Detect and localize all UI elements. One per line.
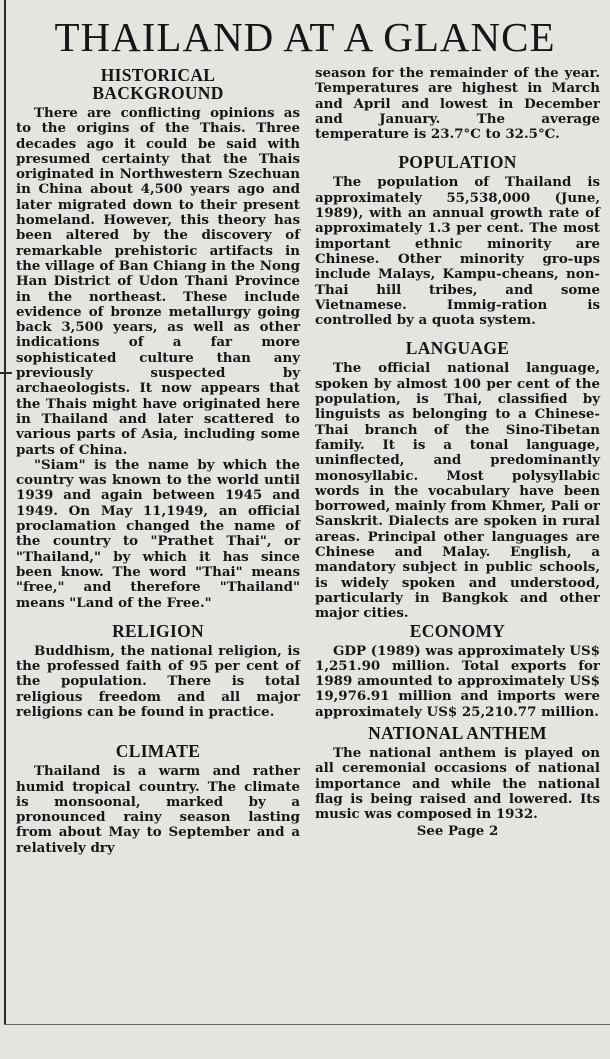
population-heading: POPULATION bbox=[398, 152, 517, 173]
historical-paragraph-1: There are conflicting opinions as to the origins of the Thais. Three decades ago it could be said with presumed certainty that the Thais originated in Northwestern Szechuan in China about 4,500 years ago and later migrated down to their present homeland. However, this theory has been altered by the discovery of remarkable prehistoric artifacts in the village of Ban Chiang in the Nong Han District of Udon Thani Province in the northeast. These include evidence of bronze metallurgy going back 3,500 years, as well as other indications of a far more sophisticated culture than any previously suspected by archaeologists. It now appears that the Thais might have originated here in Thailand and later scattered to various parts of Asia, including some parts of China. bbox=[16, 105, 300, 458]
population-paragraph: The population of Thailand is approximately 55,538,000 (June, 1989), with an annual growth rate of approximately 1.3 per cent. The most important ethnic minority are Chinese. Other minority gro-ups include Malays, Kampu-cheans, non-Thai hill tribes, and some Vietnamese. Immig-ration is controlled by a quota system. bbox=[315, 174, 600, 329]
religion-heading: RELIGION bbox=[112, 620, 204, 641]
section-economy bbox=[315, 622, 600, 720]
left-column bbox=[16, 66, 300, 856]
right-column bbox=[315, 66, 600, 840]
climate-paragraph-left: Thailand is a warm and rather humid tropical country. The climate is monsoonal, marked by a pronounced rainy season lasting from about May to September and a relatively dry bbox=[16, 763, 300, 856]
rule-tick bbox=[0, 372, 12, 374]
historical-heading-line1: HISTORICAL bbox=[100, 65, 216, 85]
section-language bbox=[315, 339, 600, 621]
anthem-paragraph: The national anthem is played on all ceremonial occasions of national importance and while the national flag is being raised and lowered. Its music was composed in 1932. bbox=[315, 744, 600, 823]
section-population bbox=[315, 153, 600, 328]
language-paragraph: The official national language, spoken by almost 100 per cent of the population, is Thai, classified by linguists as belonging to a Chinese-Thai branch of the Sino-Tibetan family. It is a tonal language, uninflected, and predominantly monosyllabic. Most polysyllabic words in the vocabulary have been borrowed, mainly from Khmer, Pali or Sanskrit. Dialects are spoken in rural areas. Principal other languages are Chinese and Malay. English, a mandatory subject in public schools, is widely spoken and understood, particularly in Bangkok and other major cities. bbox=[315, 360, 600, 622]
section-anthem bbox=[315, 724, 600, 822]
see-page-reference: See Page 2 bbox=[416, 823, 499, 840]
column-rule bbox=[4, 0, 6, 1025]
bottom-rule bbox=[4, 1024, 610, 1025]
language-heading: LANGUAGE bbox=[405, 338, 510, 359]
economy-paragraph: GDP (1989) was approximately US$ 1,251.90 million. Total exports for 1989 amounted to approximately US$ 19,976.91 million and imports were approximately US$ 25,210.77 million. bbox=[315, 642, 600, 720]
historical-heading-line2: BACKGROUND bbox=[92, 83, 224, 103]
religion-paragraph: Buddhism, the national religion, is the professed faith of 95 per cent of the population. There is total religious freedom and all major religions can be found in practice. bbox=[16, 642, 300, 720]
page-title: THAILAND AT A GLANCE bbox=[54, 14, 556, 60]
anthem-heading: NATIONAL ANTHEM bbox=[368, 722, 547, 743]
economy-heading: ECONOMY bbox=[409, 620, 506, 641]
section-climate bbox=[16, 742, 300, 856]
climate-heading: CLIMATE bbox=[115, 741, 201, 762]
section-historical bbox=[16, 66, 300, 611]
section-religion bbox=[16, 622, 300, 720]
climate-paragraph-continued: season for the remainder of the year. Temperatures are highest in March and April and lowest in December and January. The average temperature is 23.7°C to 32.5°C. bbox=[315, 65, 600, 143]
historical-paragraph-2: "Siam" is the name by which the country was known to the world until 1939 and again between 1945 and 1949. On May 11,1949, an official proclamation changed the name of the country to "Prathet Thai", or "Thailand," by which it has since been know. The word "Thai" means "free," and therefore "Thailand" means "Land of the Free." bbox=[16, 456, 300, 611]
